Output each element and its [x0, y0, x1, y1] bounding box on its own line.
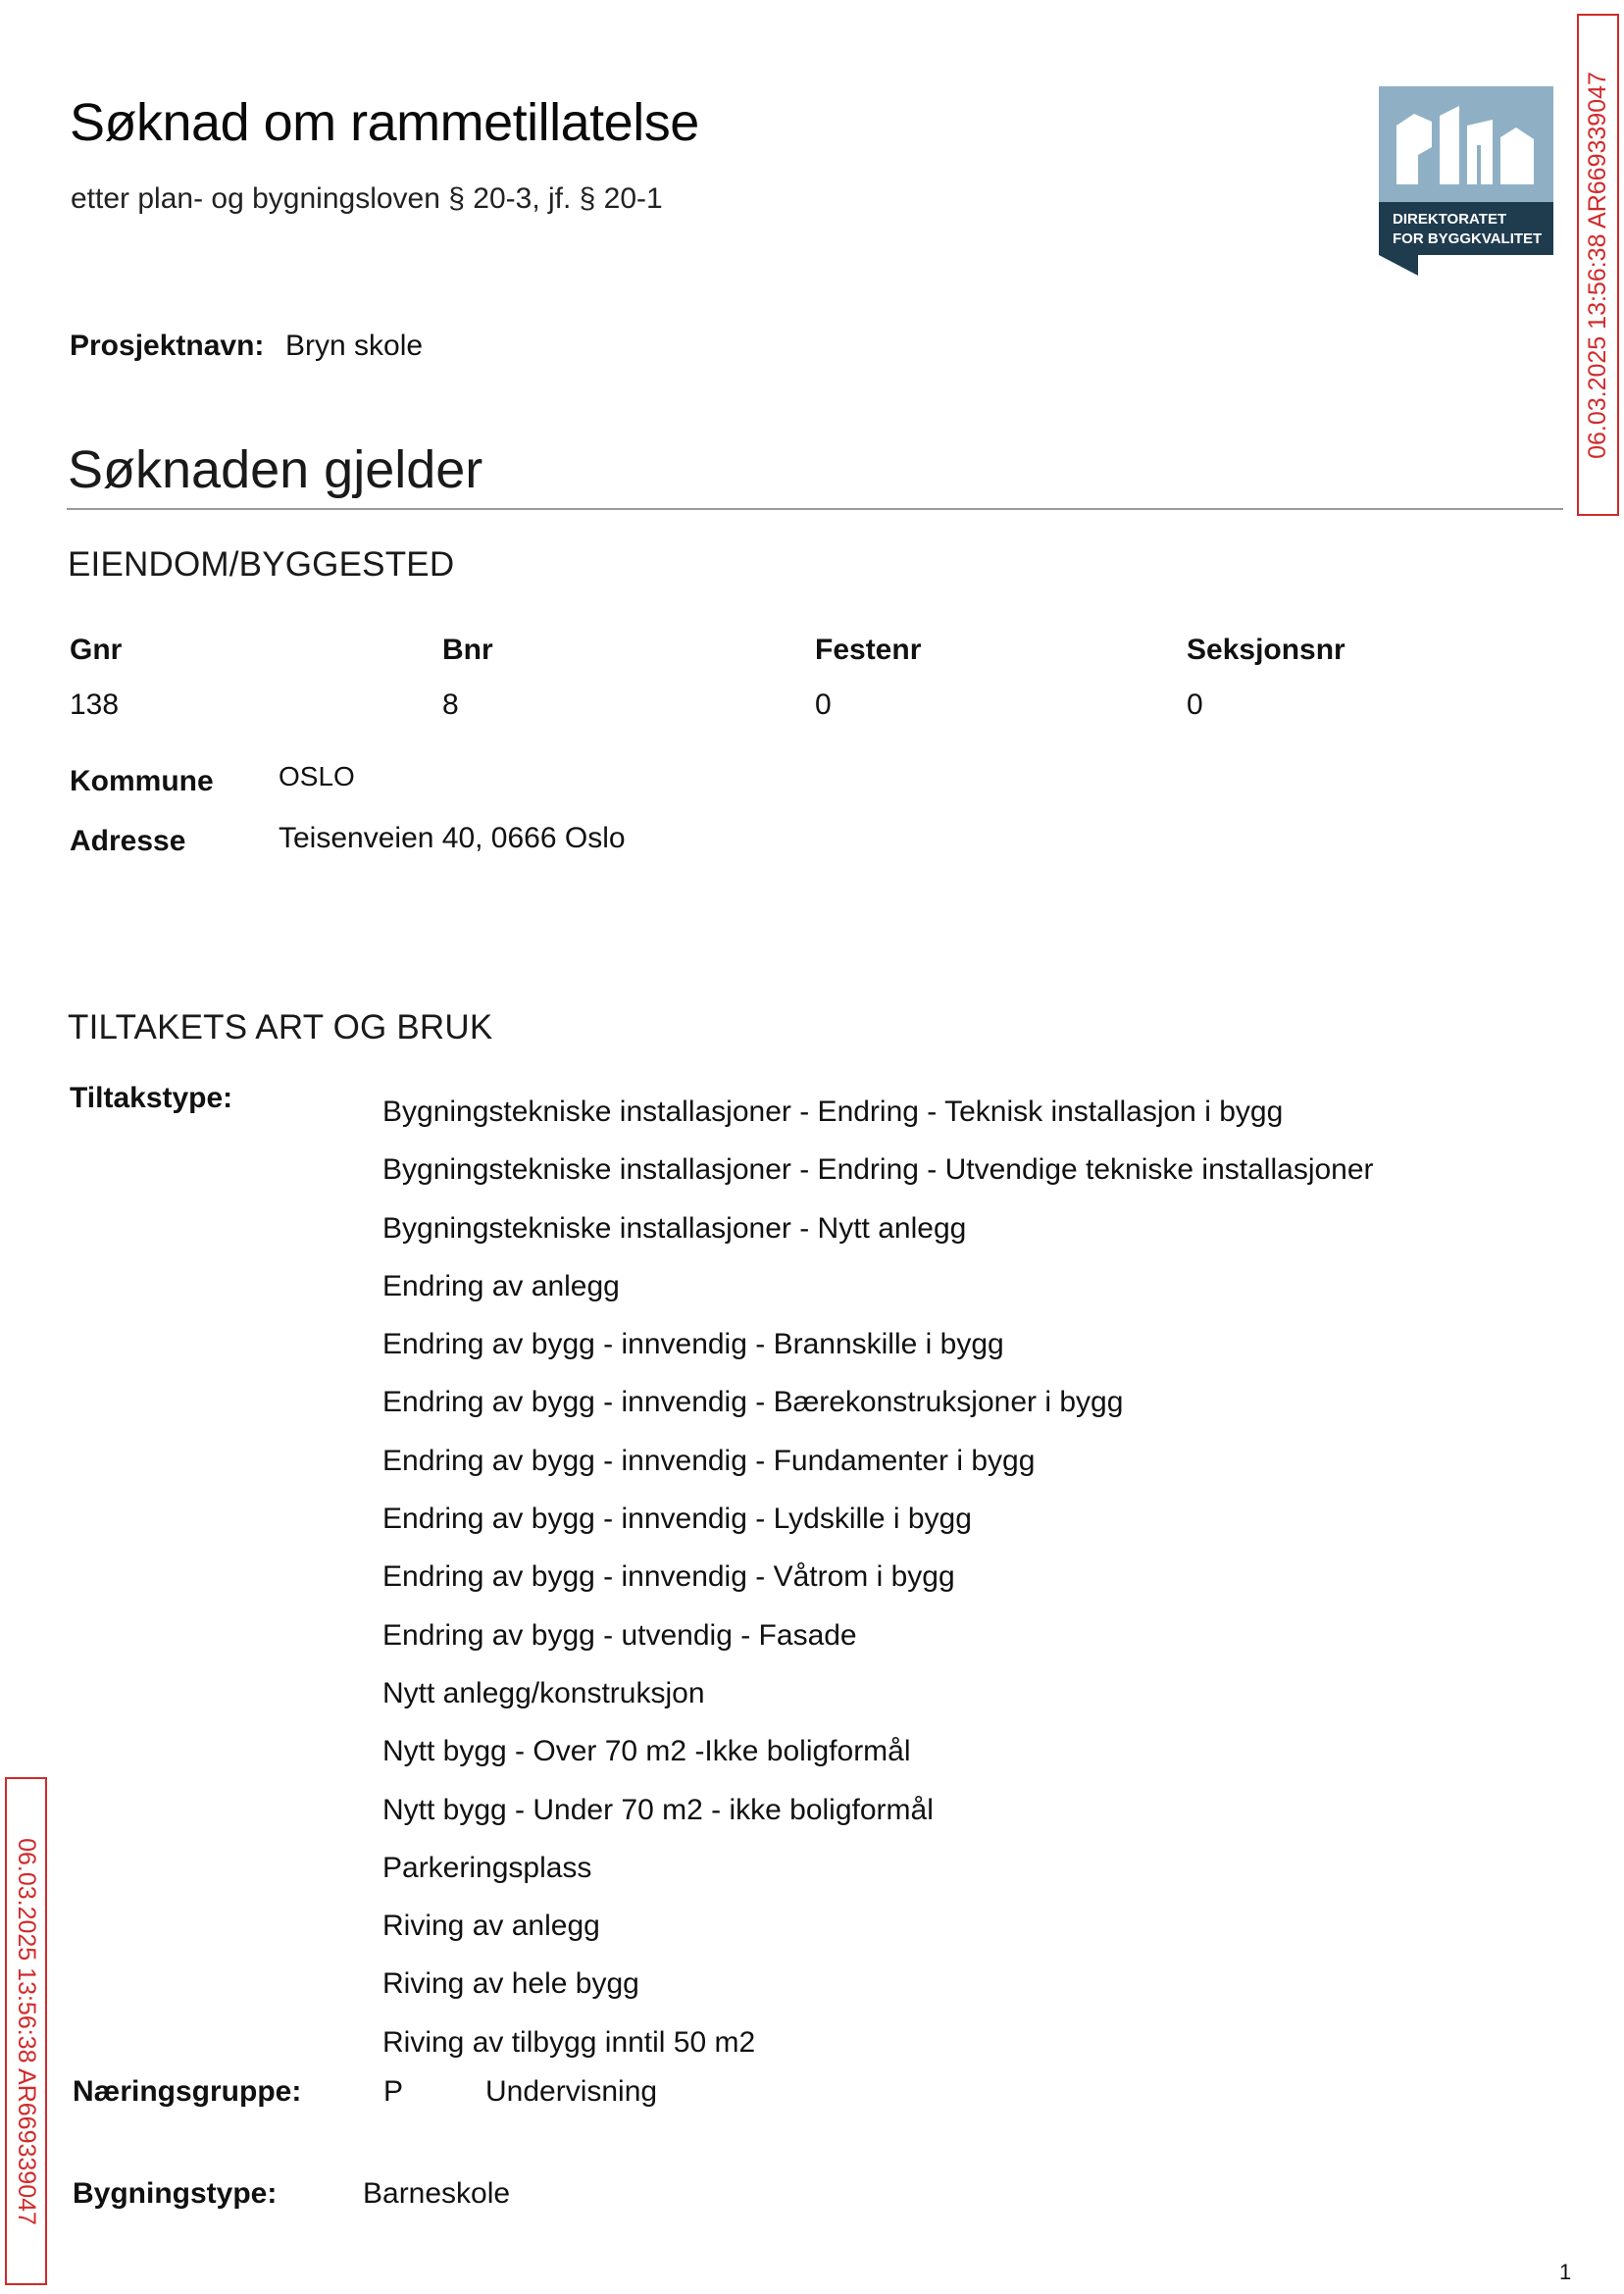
project-name-label: Prosjektnavn:	[70, 330, 265, 362]
list-item: Endring av anlegg	[382, 1269, 620, 1302]
festenr-label: Festenr	[815, 634, 922, 666]
seksjonsnr-value: 0	[1187, 688, 1203, 721]
document-stamp-left	[5, 1777, 47, 2285]
adresse-value: Teisenveien 40, 0666 Oslo	[279, 822, 626, 854]
naeringsgruppe-code: P	[383, 2075, 404, 2108]
page-number: 1	[1559, 2260, 1572, 2284]
list-item: Bygningstekniske installasjoner - Endring - Utvendige tekniske installasjoner	[382, 1153, 1374, 1187]
list-item: Endring av bygg - utvendig - Fasade	[382, 1618, 857, 1652]
gnr-label: Gnr	[70, 634, 123, 666]
bygningstype-label: Bygningstype:	[73, 2177, 278, 2210]
list-item: Bygningstekniske installasjoner - Nytt anlegg	[382, 1211, 967, 1245]
page-subtitle: etter plan- og bygningsloven § 20-3, jf. § 20-1	[71, 182, 663, 215]
section-divider	[67, 508, 1563, 510]
document-stamp-right	[1577, 14, 1619, 516]
list-item: Riving av hele bygg	[382, 1967, 639, 2001]
logo-text-line2: FOR BYGGKVALITET	[1393, 230, 1543, 247]
list-item: Riving av tilbygg inntil 50 m2	[382, 2025, 756, 2059]
list-item: Endring av bygg - innvendig - Våtrom i bygg	[382, 1560, 955, 1594]
list-item: Nytt bygg - Under 70 m2 - ikke boligformål	[382, 1793, 934, 1826]
list-item: Parkeringsplass	[382, 1851, 592, 1884]
adresse-label: Adresse	[70, 825, 186, 857]
list-item: Endring av bygg - innvendig - Fundamenter i bygg	[382, 1444, 1036, 1477]
list-item: Endring av bygg - innvendig - Bærekonstruksjoner i bygg	[382, 1386, 1124, 1419]
list-item: Endring av bygg - innvendig - Lydskille i bygg	[382, 1503, 972, 1536]
stamp-text: 06.03.2025 13:56:38 AR669339047	[13, 1837, 40, 2225]
section-title: Søknaden gjelder	[68, 440, 483, 499]
kommune-label: Kommune	[70, 765, 214, 797]
list-item: Bygningstekniske installasjoner - Endring - Teknisk installasjon i bygg	[382, 1096, 1284, 1128]
list-item: Endring av bygg - innvendig - Brannskille i bygg	[382, 1328, 1004, 1361]
bnr-value: 8	[442, 688, 459, 721]
bygningstype-value: Barneskole	[363, 2177, 511, 2210]
dibk-logo	[1379, 86, 1553, 276]
stamp-text: 06.03.2025 13:56:38 AR669339047	[1584, 71, 1611, 459]
festenr-value: 0	[815, 688, 832, 721]
kommune-value: OSLO	[279, 761, 355, 791]
page-title: Søknad om rammetillatelse	[70, 93, 699, 152]
tiltakstype-label: Tiltakstype:	[70, 1082, 233, 1114]
tiltak-heading: TILTAKETS ART OG BRUK	[68, 1008, 493, 1046]
list-item: Riving av anlegg	[382, 1910, 600, 1943]
project-name-value: Bryn skole	[285, 330, 424, 362]
naeringsgruppe-value: Undervisning	[485, 2075, 658, 2108]
logo-text-line1: DIREKTORATET	[1393, 211, 1507, 228]
bnr-label: Bnr	[442, 634, 493, 666]
property-heading: EIENDOM/BYGGESTED	[68, 545, 455, 584]
dibk-logo-graphic	[1379, 86, 1553, 276]
gnr-value: 138	[70, 688, 120, 721]
tiltakstype-list	[382, 1083, 1374, 2071]
seksjonsnr-label: Seksjonsnr	[1187, 634, 1345, 666]
list-item: Nytt bygg - Over 70 m2 -Ikke boligformål	[382, 1735, 911, 1768]
naeringsgruppe-label: Næringsgruppe:	[73, 2075, 302, 2108]
list-item: Nytt anlegg/konstruksjon	[382, 1676, 705, 1709]
